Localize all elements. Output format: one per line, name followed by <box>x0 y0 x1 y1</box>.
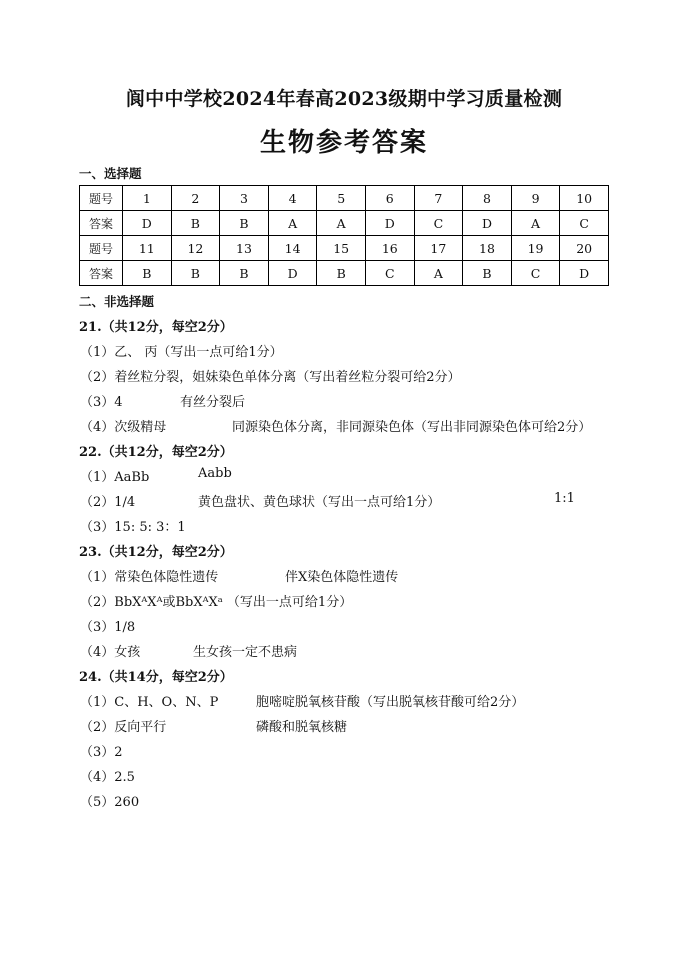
table-cell: 8 <box>463 186 512 211</box>
table-cell: B <box>220 261 269 286</box>
q22-answer-2-part-a: （2）1/4 <box>80 495 136 510</box>
question-24-heading: 24.（共14分，每空2分） <box>79 670 233 685</box>
section-non-choice-heading: 二、非选择题 <box>79 294 155 309</box>
table-cell: 19 <box>511 236 560 261</box>
q24-answer-3: （3）2 <box>80 745 123 760</box>
q24-answer-5: （5）260 <box>80 795 140 810</box>
q21-answer-4 <box>80 416 592 435</box>
table-cell: A <box>511 211 560 236</box>
table-cell: 11 <box>123 236 172 261</box>
q21-answer-4-part-a: （4）次级精母 <box>80 420 167 435</box>
q23-answer-2: （2）BbXᴬXᴬ或BbXᴬXᵃ （写出一点可给1分） <box>80 595 353 610</box>
q23-answer-1 <box>80 566 399 585</box>
q23-answer-4-part-a: （4）女孩 <box>80 645 141 660</box>
table-cell: 13 <box>220 236 269 261</box>
table-cell: 14 <box>268 236 317 261</box>
question-22-heading: 22.（共12分，每空2分） <box>79 445 233 460</box>
q24-answer-2-part-b: 磷酸和脱氧核糖 <box>256 720 348 735</box>
table-row-question-numbers-2 <box>80 236 609 261</box>
table-cell: 4 <box>268 186 317 211</box>
q24-answer-2 <box>80 716 348 735</box>
table-cell: 1 <box>123 186 172 211</box>
table-cell: 17 <box>414 236 463 261</box>
table-cell: 10 <box>560 186 609 211</box>
q22-answer-2-part-c: 1:1 <box>554 491 575 506</box>
q22-answer-3: （3）15: 5: 3：1 <box>80 520 186 535</box>
question-23-heading: 23.（共12分，每空2分） <box>79 545 233 560</box>
q21-answer-3 <box>80 391 246 410</box>
table-cell: C <box>560 211 609 236</box>
q22-answer-1-part-b: Aabb <box>198 466 232 481</box>
row-label-question: 题号 <box>80 186 123 211</box>
q21-answer-2: （2）着丝粒分裂，姐妹染色单体分离（写出着丝粒分裂可给2分） <box>80 370 461 385</box>
table-row-answers-1 <box>80 211 609 236</box>
q24-answer-1-part-b: 胞嘧啶脱氧核苷酸（写出脱氧核苷酸可给2分） <box>256 695 525 710</box>
q22-answer-1-part-a: （1）AaBb <box>80 470 150 485</box>
table-cell: C <box>414 211 463 236</box>
table-cell: 12 <box>171 236 220 261</box>
q22-answer-2 <box>80 491 575 510</box>
q23-answer-4-part-b: 生女孩一定不患病 <box>193 645 298 660</box>
table-cell: C <box>365 261 414 286</box>
row-label-answer: 答案 <box>80 261 123 286</box>
table-cell: D <box>123 211 172 236</box>
table-cell: D <box>268 261 317 286</box>
table-cell: 18 <box>463 236 512 261</box>
table-cell: 15 <box>317 236 366 261</box>
q24-answer-1-part-a: （1）C、H、O、N、P <box>80 695 219 710</box>
table-cell: D <box>463 211 512 236</box>
q21-answer-4-part-b: 同源染色体分离，非同源染色体（写出非同源染色体可给2分） <box>232 420 592 435</box>
table-cell: 20 <box>560 236 609 261</box>
table-cell: A <box>268 211 317 236</box>
row-label-question: 题号 <box>80 236 123 261</box>
choice-answer-table <box>79 185 609 286</box>
table-row-question-numbers-1 <box>80 186 609 211</box>
table-cell: B <box>171 261 220 286</box>
exam-title: 阆中中学校2024年春高2023级期中学习质量检测 <box>125 88 563 110</box>
table-cell: D <box>560 261 609 286</box>
q24-answer-1 <box>80 691 525 710</box>
q23-answer-1-part-b: 伴X染色体隐性遗传 <box>285 570 399 585</box>
q21-answer-1: （1）乙、 丙（写出一点可给1分） <box>80 345 283 360</box>
q23-answer-3: （3）1/8 <box>80 620 136 635</box>
table-cell: A <box>317 211 366 236</box>
table-cell: A <box>414 261 463 286</box>
q22-answer-1 <box>80 466 232 485</box>
table-cell: B <box>317 261 366 286</box>
answer-key-title: 生物参考答案 <box>259 128 428 158</box>
q24-answer-4: （4）2.5 <box>80 770 135 785</box>
table-cell: B <box>463 261 512 286</box>
table-cell: 2 <box>171 186 220 211</box>
table-cell: 5 <box>317 186 366 211</box>
table-cell: D <box>365 211 414 236</box>
section-multiple-choice-heading: 一、选择题 <box>79 166 142 181</box>
table-cell: B <box>220 211 269 236</box>
q23-answer-4 <box>80 641 298 660</box>
q21-answer-3-part-a: （3）4 <box>80 395 123 410</box>
table-row-answers-2 <box>80 261 609 286</box>
table-cell: 3 <box>220 186 269 211</box>
table-cell: 6 <box>365 186 414 211</box>
q21-answer-3-part-b: 有丝分裂后 <box>180 395 246 410</box>
table-cell: B <box>171 211 220 236</box>
table-cell: 16 <box>365 236 414 261</box>
question-21-heading: 21.（共12分，每空2分） <box>79 320 233 335</box>
table-cell: 9 <box>511 186 560 211</box>
q22-answer-2-part-b: 黄色盘状、黄色球状（写出一点可给1分） <box>198 495 441 510</box>
table-cell: 7 <box>414 186 463 211</box>
q23-answer-1-part-a: （1）常染色体隐性遗传 <box>80 570 219 585</box>
table-cell: C <box>511 261 560 286</box>
table-cell: B <box>123 261 172 286</box>
q24-answer-2-part-a: （2）反向平行 <box>80 720 167 735</box>
row-label-answer: 答案 <box>80 211 123 236</box>
